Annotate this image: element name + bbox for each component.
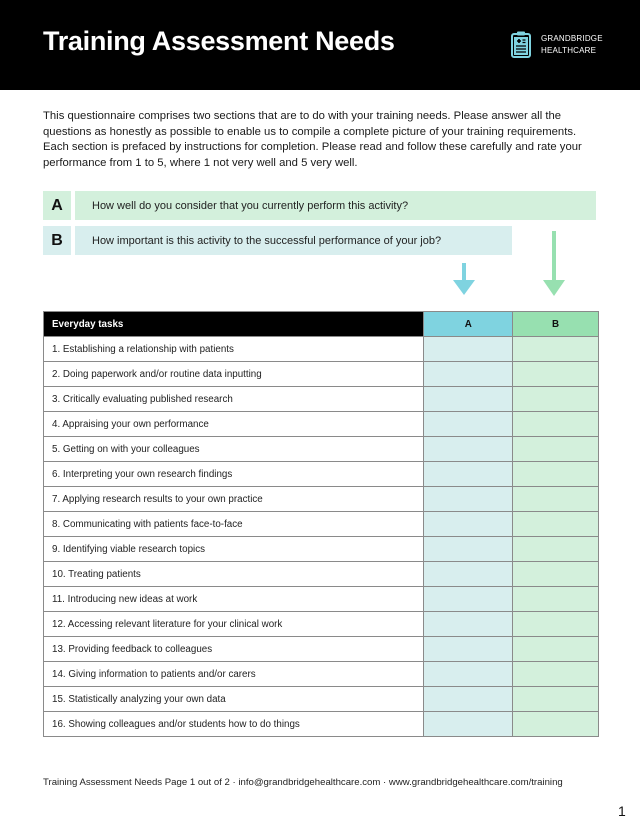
page-header — [0, 0, 640, 90]
rating-a-cell[interactable] — [424, 387, 513, 412]
rating-b-cell[interactable] — [513, 412, 599, 437]
brand-line2: HEALTHCARE — [541, 45, 597, 55]
table-row — [44, 712, 599, 737]
task-label: 14. Giving information to patients and/or carers — [44, 662, 424, 687]
table-row — [44, 512, 599, 537]
rating-b-cell[interactable] — [513, 612, 599, 637]
rating-b-cell[interactable] — [513, 587, 599, 612]
page-footer: Training Assessment Needs Page 1 out of 2 · info@grandbridgehealthcare.com · www.grandbridgehealthcare.com/training — [43, 777, 563, 788]
table-row — [44, 412, 599, 437]
rating-a-cell[interactable] — [424, 337, 513, 362]
task-label: 1. Establishing a relationship with patients — [44, 337, 424, 362]
task-label: 12. Accessing relevant literature for your clinical work — [44, 612, 424, 637]
rating-a-cell[interactable] — [424, 612, 513, 637]
rating-a-cell[interactable] — [424, 512, 513, 537]
rating-b-cell[interactable] — [513, 387, 599, 412]
rating-a-cell[interactable] — [424, 462, 513, 487]
question-a-letter: A — [43, 191, 71, 220]
question-a-text: How well do you consider that you currently perform this activity? — [75, 191, 596, 220]
rating-a-cell[interactable] — [424, 637, 513, 662]
question-b — [43, 226, 512, 255]
task-label: 2. Doing paperwork and/or routine data inputting — [44, 362, 424, 387]
rating-a-cell[interactable] — [424, 362, 513, 387]
page-number: 1 — [618, 803, 626, 819]
task-label: 6. Interpreting your own research findings — [44, 462, 424, 487]
rating-b-cell[interactable] — [513, 537, 599, 562]
brand-line1: GRANDBRIDGE — [541, 33, 603, 43]
rating-b-cell[interactable] — [513, 462, 599, 487]
rating-a-cell[interactable] — [424, 537, 513, 562]
table-row — [44, 687, 599, 712]
table-row — [44, 537, 599, 562]
table-row — [44, 662, 599, 687]
task-label: 9. Identifying viable research topics — [44, 537, 424, 562]
rating-b-cell[interactable] — [513, 487, 599, 512]
table-row — [44, 462, 599, 487]
task-label: 10. Treating patients — [44, 562, 424, 587]
question-b-text: How important is this activity to the successful performance of your job? — [75, 226, 512, 255]
task-label: 11. Introducing new ideas at work — [44, 587, 424, 612]
table-row — [44, 387, 599, 412]
rating-a-cell[interactable] — [424, 587, 513, 612]
rating-b-cell[interactable] — [513, 562, 599, 587]
question-a — [43, 191, 596, 220]
rating-a-cell[interactable] — [424, 712, 513, 737]
rating-b-cell[interactable] — [513, 712, 599, 737]
table-row — [44, 637, 599, 662]
rating-a-cell[interactable] — [424, 662, 513, 687]
rating-b-cell[interactable] — [513, 437, 599, 462]
task-label: 15. Statistically analyzing your own data — [44, 687, 424, 712]
column-header-b: B — [513, 312, 599, 337]
tasks-table — [43, 311, 599, 737]
table-row — [44, 437, 599, 462]
clipboard-medical-icon — [511, 31, 531, 58]
column-header-a: A — [424, 312, 513, 337]
rating-a-cell[interactable] — [424, 562, 513, 587]
task-label: 4. Appraising your own performance — [44, 412, 424, 437]
table-row — [44, 587, 599, 612]
rating-a-cell[interactable] — [424, 687, 513, 712]
brand-logo — [511, 31, 603, 58]
rating-a-cell[interactable] — [424, 487, 513, 512]
table-row — [44, 562, 599, 587]
table-header-row — [44, 312, 599, 337]
task-label: 7. Applying research results to your own practice — [44, 487, 424, 512]
rating-b-cell[interactable] — [513, 662, 599, 687]
task-label: 16. Showing colleagues and/or students how to do things — [44, 712, 424, 737]
arrow-down-icon — [542, 231, 566, 302]
rating-a-cell[interactable] — [424, 437, 513, 462]
task-label: 8. Communicating with patients face-to-face — [44, 512, 424, 537]
table-row — [44, 487, 599, 512]
rating-b-cell[interactable] — [513, 687, 599, 712]
task-label: 5. Getting on with your colleagues — [44, 437, 424, 462]
task-label: 3. Critically evaluating published research — [44, 387, 424, 412]
rating-b-cell[interactable] — [513, 362, 599, 387]
rating-b-cell[interactable] — [513, 637, 599, 662]
page-title: Training Assessment Needs — [43, 26, 395, 56]
table-row — [44, 612, 599, 637]
rating-b-cell[interactable] — [513, 512, 599, 537]
task-label: 13. Providing feedback to colleagues — [44, 637, 424, 662]
table-row — [44, 337, 599, 362]
rating-a-cell[interactable] — [424, 412, 513, 437]
table-row — [44, 362, 599, 387]
arrow-down-icon — [452, 263, 476, 301]
question-b-letter: B — [43, 226, 71, 255]
column-header-task: Everyday tasks — [44, 312, 424, 337]
intro-paragraph: This questionnaire comprises two sections that are to do with your training needs. Please answer all the questions as honestly as possible to enable us to compile a complete picture of your training requirements. Each section is prefaced by instructions for completion. Please read and follow these carefully and rate your performance from 1 to 5, where 1 not very well and 5 very well. — [43, 110, 582, 169]
rating-b-cell[interactable] — [513, 337, 599, 362]
brand-name — [541, 33, 603, 57]
